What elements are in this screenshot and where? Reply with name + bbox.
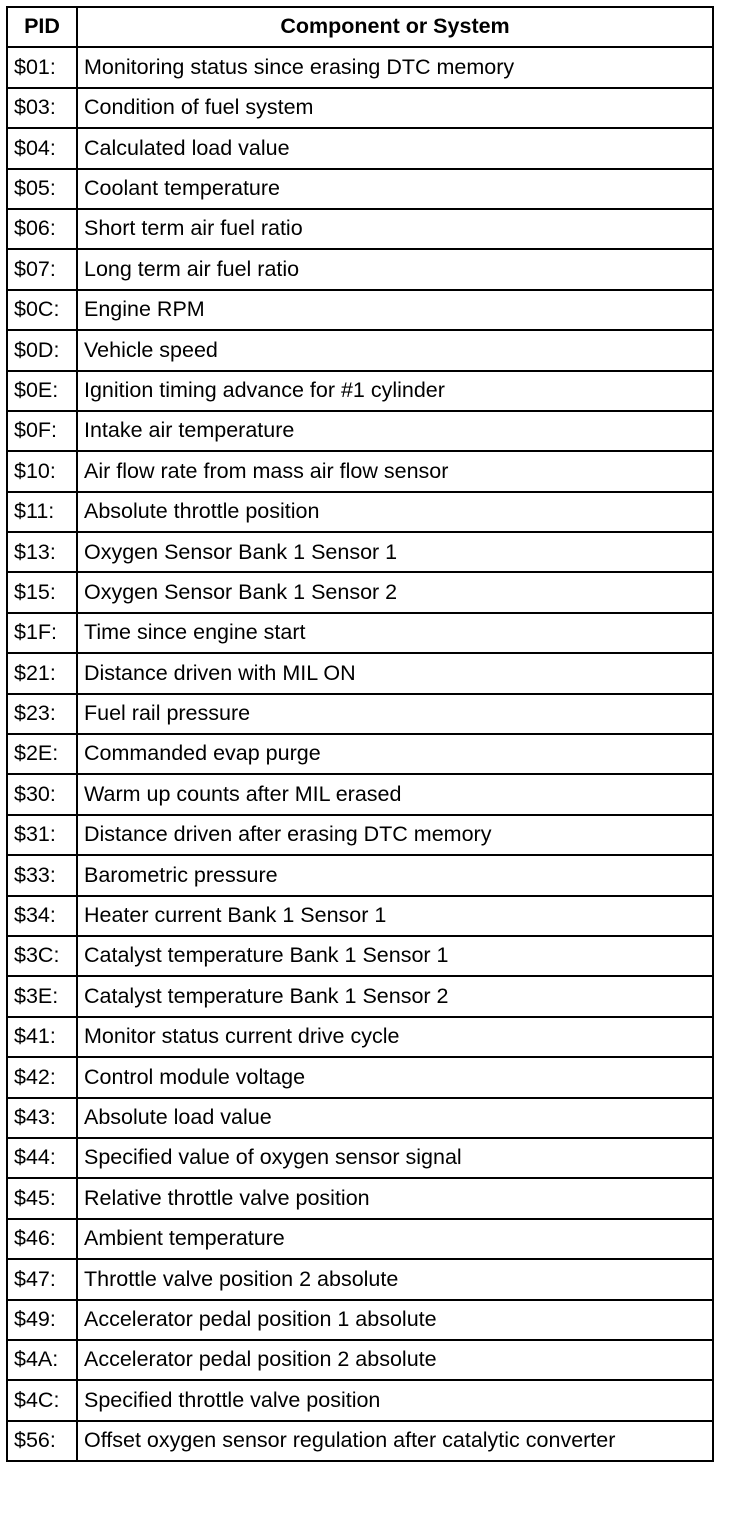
table-row — [7, 330, 713, 370]
component-cell: Offset oxygen sensor regulation after catalytic converter — [77, 1421, 713, 1461]
component-cell: Accelerator pedal position 2 absolute — [77, 1340, 713, 1380]
component-cell: Fuel rail pressure — [77, 694, 713, 734]
component-cell: Oxygen Sensor Bank 1 Sensor 2 — [77, 572, 713, 612]
component-cell: Engine RPM — [77, 290, 713, 330]
table-row — [7, 936, 713, 976]
table-row — [7, 1340, 713, 1380]
pid-cell: $30: — [7, 774, 77, 814]
table-row — [7, 734, 713, 774]
pid-cell: $4A: — [7, 1340, 77, 1380]
table-row — [7, 694, 713, 734]
table-row — [7, 371, 713, 411]
pid-cell: $46: — [7, 1219, 77, 1259]
pid-cell: $0C: — [7, 290, 77, 330]
component-cell: Throttle valve position 2 absolute — [77, 1259, 713, 1299]
pid-cell: $41: — [7, 1017, 77, 1057]
table-row — [7, 976, 713, 1016]
table-row — [7, 1178, 713, 1218]
table-header — [7, 7, 713, 47]
component-cell: Absolute throttle position — [77, 492, 713, 532]
pid-cell: $0D: — [7, 330, 77, 370]
table-row — [7, 290, 713, 330]
table-row — [7, 1259, 713, 1299]
pid-cell: $1F: — [7, 613, 77, 653]
pid-cell: $2E: — [7, 734, 77, 774]
table-row — [7, 47, 713, 87]
component-cell: Monitoring status since erasing DTC memory — [77, 47, 713, 87]
pid-cell: $04: — [7, 128, 77, 168]
table-row — [7, 169, 713, 209]
pid-cell: $3E: — [7, 976, 77, 1016]
pid-cell: $3C: — [7, 936, 77, 976]
component-cell: Intake air temperature — [77, 411, 713, 451]
pid-cell: $13: — [7, 532, 77, 572]
component-cell: Oxygen Sensor Bank 1 Sensor 1 — [77, 532, 713, 572]
table-row — [7, 572, 713, 612]
pid-cell: $33: — [7, 855, 77, 895]
component-cell: Coolant temperature — [77, 169, 713, 209]
component-cell: Absolute load value — [77, 1098, 713, 1138]
table-row — [7, 1380, 713, 1420]
component-cell: Distance driven with MIL ON — [77, 653, 713, 693]
pid-cell: $31: — [7, 815, 77, 855]
component-cell: Ambient temperature — [77, 1219, 713, 1259]
component-cell: Accelerator pedal position 1 absolute — [77, 1300, 713, 1340]
pid-cell: $06: — [7, 209, 77, 249]
pid-cell: $07: — [7, 249, 77, 289]
header-row — [7, 7, 713, 47]
header-pid: PID — [7, 7, 77, 47]
table-row — [7, 1098, 713, 1138]
pid-cell: $49: — [7, 1300, 77, 1340]
table-row — [7, 532, 713, 572]
component-cell: Relative throttle valve position — [77, 1178, 713, 1218]
pid-cell: $01: — [7, 47, 77, 87]
table-row — [7, 1017, 713, 1057]
component-cell: Long term air fuel ratio — [77, 249, 713, 289]
pid-cell: $10: — [7, 451, 77, 491]
pid-cell: $34: — [7, 896, 77, 936]
table-row — [7, 653, 713, 693]
component-cell: Short term air fuel ratio — [77, 209, 713, 249]
table-row — [7, 1138, 713, 1178]
table-row — [7, 613, 713, 653]
pid-cell: $11: — [7, 492, 77, 532]
pid-cell: $03: — [7, 88, 77, 128]
table-row — [7, 1421, 713, 1461]
pid-cell: $42: — [7, 1057, 77, 1097]
pid-cell: $4C: — [7, 1380, 77, 1420]
component-cell: Control module voltage — [77, 1057, 713, 1097]
pid-cell: $47: — [7, 1259, 77, 1299]
table-row — [7, 492, 713, 532]
component-cell: Time since engine start — [77, 613, 713, 653]
header-component-or-system: Component or System — [77, 7, 713, 47]
component-cell: Ignition timing advance for #1 cylinder — [77, 371, 713, 411]
component-cell: Catalyst temperature Bank 1 Sensor 1 — [77, 936, 713, 976]
component-cell: Warm up counts after MIL erased — [77, 774, 713, 814]
component-cell: Heater current Bank 1 Sensor 1 — [77, 896, 713, 936]
pid-cell: $05: — [7, 169, 77, 209]
table-row — [7, 128, 713, 168]
component-cell: Specified value of oxygen sensor signal — [77, 1138, 713, 1178]
component-cell: Barometric pressure — [77, 855, 713, 895]
pid-cell: $43: — [7, 1098, 77, 1138]
table-row — [7, 451, 713, 491]
table-row — [7, 209, 713, 249]
component-cell: Monitor status current drive cycle — [77, 1017, 713, 1057]
component-cell: Vehicle speed — [77, 330, 713, 370]
component-cell: Specified throttle valve position — [77, 1380, 713, 1420]
pid-cell: $23: — [7, 694, 77, 734]
pid-cell: $21: — [7, 653, 77, 693]
table-row — [7, 1300, 713, 1340]
pid-cell: $44: — [7, 1138, 77, 1178]
table-row — [7, 88, 713, 128]
table-row — [7, 815, 713, 855]
pid-cell: $56: — [7, 1421, 77, 1461]
table-body — [7, 47, 713, 1461]
table-row — [7, 1219, 713, 1259]
component-cell: Air flow rate from mass air flow sensor — [77, 451, 713, 491]
pid-cell: $45: — [7, 1178, 77, 1218]
component-cell: Condition of fuel system — [77, 88, 713, 128]
table-row — [7, 896, 713, 936]
table-row — [7, 411, 713, 451]
component-cell: Distance driven after erasing DTC memory — [77, 815, 713, 855]
pid-table — [6, 6, 714, 1462]
pid-cell: $15: — [7, 572, 77, 612]
pid-cell: $0E: — [7, 371, 77, 411]
component-cell: Catalyst temperature Bank 1 Sensor 2 — [77, 976, 713, 1016]
component-cell: Calculated load value — [77, 128, 713, 168]
component-cell: Commanded evap purge — [77, 734, 713, 774]
table-row — [7, 249, 713, 289]
table-row — [7, 855, 713, 895]
table-row — [7, 1057, 713, 1097]
pid-cell: $0F: — [7, 411, 77, 451]
table-row — [7, 774, 713, 814]
